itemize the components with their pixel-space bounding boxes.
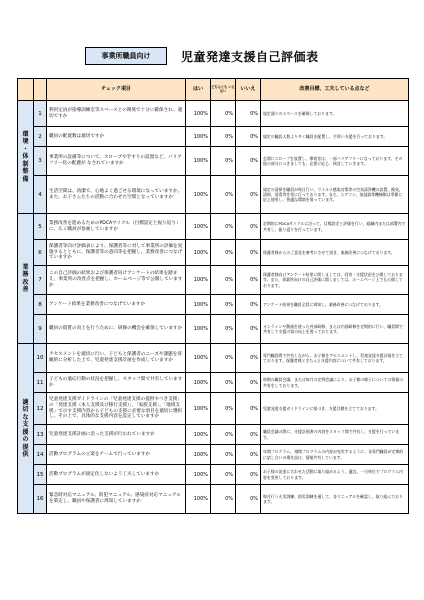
row-number: 16 bbox=[34, 485, 47, 514]
check-item: 業務改善を進めるためのPDCAサイクル（目標設定と振り返り）に、広く職員が参画していますか bbox=[47, 214, 186, 240]
no-percent: 0% bbox=[236, 176, 261, 214]
neither-header: どちらとも いえない bbox=[211, 79, 236, 101]
improvement-note: お子様の発達に合わせた活動に取り組めるよう、適宜、一日単位でプログラム内容を変更しております。 bbox=[261, 465, 409, 485]
row-number: 13 bbox=[34, 425, 47, 445]
neither-percent: 0% bbox=[211, 344, 236, 373]
improvement-note: 専門職員間で共有しながら、お子様をアセスメントし、児童発達支援計画を立てております。保護者様ときちんと支援内容について共有しております。 bbox=[261, 344, 409, 373]
improvement-note: 毎朝の職員会議、または毎月の定例会議により、お子様の様子についての情報の共有をしております。 bbox=[261, 373, 409, 393]
yes-header: はい bbox=[186, 79, 211, 101]
no-percent: 0% bbox=[236, 295, 261, 315]
row-number: 5 bbox=[34, 214, 47, 240]
row-number: 11 bbox=[34, 373, 47, 393]
table-row bbox=[18, 101, 409, 127]
category-cell bbox=[18, 101, 34, 214]
check-item: アセスメントを適切に行い、子どもと保護者のニーズや課題を客観的に分析した上で、児童発達支援計画を作成していますか bbox=[47, 344, 186, 373]
improvement-note: 毎月行う火災訓練、防災訓練を通して、各マニュアルを確認し、取り組んでおります。 bbox=[261, 485, 409, 514]
neither-percent: 0% bbox=[211, 176, 236, 214]
row-number: 7 bbox=[34, 266, 47, 295]
audience-badge: 事業所職員向け bbox=[85, 47, 167, 65]
table-row bbox=[18, 147, 409, 176]
no-percent: 0% bbox=[236, 127, 261, 147]
check-item: 事業所の設備等について、スロープや手すりの設置など、バリアフリー化の配慮が なされていますか bbox=[47, 147, 186, 176]
check-item: この自己評価の結果および保護者向けアンケートの結果を踏まえ、事業所の改善点を把握し、ホームページ等で公開していますか bbox=[47, 266, 186, 295]
check-item: 生活空間は、清潔で、心地よく過ごせる環境になっていますか。また、お子さんたちの活動に合わせた空間となっていますか bbox=[47, 176, 186, 214]
no-percent: 0% bbox=[236, 445, 261, 465]
no-percent: 0% bbox=[236, 393, 261, 425]
row-number: 8 bbox=[34, 295, 47, 315]
row-number: 3 bbox=[34, 147, 47, 176]
yes-percent: 100% bbox=[186, 214, 211, 240]
neither-percent: 0% bbox=[211, 485, 236, 514]
yes-percent: 100% bbox=[186, 393, 211, 425]
table-row bbox=[18, 176, 409, 214]
neither-percent: 0% bbox=[211, 393, 236, 425]
row-number: 2 bbox=[34, 127, 47, 147]
yes-percent: 100% bbox=[186, 176, 211, 214]
improvement-note: 職員会議の際に、支援計画書の内容をスタッフ間で共有し、支援を行っています。 bbox=[261, 425, 409, 445]
neither-percent: 0% bbox=[211, 266, 236, 295]
neither-percent: 0% bbox=[211, 127, 236, 147]
yes-percent: 100% bbox=[186, 344, 211, 373]
no-header: いいえ bbox=[236, 79, 261, 101]
no-percent: 0% bbox=[236, 465, 261, 485]
check-item: 保護者等向け評価表により、保護者等に対して事業所の評価を実施するとともに、保護者等の意向等を把握し、業務改善につなげていますか bbox=[47, 240, 186, 266]
table-row bbox=[18, 393, 409, 425]
table-row bbox=[18, 373, 409, 393]
table-row bbox=[18, 425, 409, 445]
check-item: 子どもの適応行動の状況を把握し、スタッフ間で共有していますか bbox=[47, 373, 186, 393]
yes-percent: 100% bbox=[186, 425, 211, 445]
check-item: アンケート結果を業務改善につなげていますか bbox=[47, 295, 186, 315]
document-header bbox=[85, 45, 319, 67]
improvement-note: 年間プログラム、週間プログラムの内容が充実するように、各専門職員が定期的に話し合いの場を設け、情報共有しています。 bbox=[261, 445, 409, 465]
yes-percent: 100% bbox=[186, 445, 211, 465]
check-item: 児童発達支援ガイドラインの「児童発達支援の提供すべき支援」の「発達支援（本人支援及び移行支援）」、「家族支援」、「地域支援」で示す支援内容から子どもの支援に必要な項目を適切に選択し、その上で、具体的な支援内容を設定していますか bbox=[47, 393, 186, 425]
yes-percent: 100% bbox=[186, 127, 211, 147]
improvement-note: 児童発達支援ガイドラインに基づき、支援目標を立てております。 bbox=[261, 393, 409, 425]
no-percent: 0% bbox=[236, 101, 261, 127]
yes-percent: 100% bbox=[186, 485, 211, 514]
no-percent: 0% bbox=[236, 266, 261, 295]
notes-header: 改善目標、工夫している点など bbox=[261, 79, 409, 101]
table-row bbox=[18, 127, 409, 147]
number-header bbox=[34, 79, 47, 101]
neither-percent: 0% bbox=[211, 445, 236, 465]
no-percent: 0% bbox=[236, 344, 261, 373]
check-item: 児童発達支援計画に沿った支援が行われていますか bbox=[47, 425, 186, 445]
no-percent: 0% bbox=[236, 240, 261, 266]
yes-percent: 100% bbox=[186, 373, 211, 393]
no-percent: 0% bbox=[236, 373, 261, 393]
row-number: 9 bbox=[34, 315, 47, 344]
improvement-note: 保護者様向けアンケート結果に関しましては、回答・支援状況を公開しております。また、事業所向けの自己評価に関しましては、ホームページ上でも公開しております。 bbox=[261, 266, 409, 295]
row-number: 14 bbox=[34, 445, 47, 465]
table-row bbox=[18, 465, 409, 485]
category-label: 業 務 改 善 bbox=[22, 263, 29, 293]
no-percent: 0% bbox=[236, 425, 261, 445]
check-item: 活動プログラムが固定化しないよう工夫していますか bbox=[47, 465, 186, 485]
no-percent: 0% bbox=[236, 485, 261, 514]
check-item: 職員の資質の向上を行うために、研修の機会を確保していますか bbox=[47, 315, 186, 344]
improvement-note: アンケート結果を職員全員に周知し、業務改善につなげております。 bbox=[261, 295, 409, 315]
no-percent: 0% bbox=[236, 315, 261, 344]
neither-percent: 0% bbox=[211, 373, 236, 393]
neither-percent: 0% bbox=[211, 214, 236, 240]
row-number: 1 bbox=[34, 101, 47, 127]
check-item: 利用定員が指導訓練室等スペースとの関係で十分に確保され、適切ですか bbox=[47, 101, 186, 127]
neither-percent: 0% bbox=[211, 295, 236, 315]
improvement-note: 規定通りのスペースを確保しております。 bbox=[261, 101, 409, 127]
self-evaluation-table bbox=[17, 78, 409, 514]
document-title: 児童発達支援自己評価表 bbox=[181, 49, 319, 64]
category-cell bbox=[18, 344, 34, 514]
table-body bbox=[18, 101, 409, 514]
table-row bbox=[18, 485, 409, 514]
improvement-note: 規定の清掃を職員が毎日行い、ウイルス感染対策等の空気清浄機の設置、換気、清掃、消毒等を常に行っております。また、エアコン、加湿器等機械類は季節に応じ使用し、快適な環境を保っています。 bbox=[261, 176, 409, 214]
neither-percent: 0% bbox=[211, 465, 236, 485]
category-label: 環 境 ・ 体 制 整 備 bbox=[22, 130, 29, 183]
row-number: 4 bbox=[34, 176, 47, 214]
no-percent: 0% bbox=[236, 147, 261, 176]
category-header bbox=[18, 79, 34, 101]
neither-percent: 0% bbox=[211, 240, 236, 266]
table-row bbox=[18, 315, 409, 344]
check-item: 緊急時対応マニュアル、防犯マニュアル、感染症対応マニュアルを策定し、職員や保護者に周知していますか bbox=[47, 485, 186, 514]
improvement-note: 規定の職員人数より多く職員を配置し、手厚い支援を行っております。 bbox=[261, 127, 409, 147]
yes-percent: 100% bbox=[186, 465, 211, 485]
check-item: 活動プログラムの立案をチームで行っていますか bbox=[47, 445, 186, 465]
yes-percent: 100% bbox=[186, 240, 211, 266]
table-row bbox=[18, 214, 409, 240]
improvement-note: 玄関にスロープを設置し、療育室は、一部バリアフリーになっております。その他の部分につきましても、必要に応じ、検討していきます。 bbox=[261, 147, 409, 176]
table-row bbox=[18, 344, 409, 373]
improvement-note: 保護者様からのご意見を参考にさせて頂き、業務改善につなげております。 bbox=[261, 240, 409, 266]
improvement-note: オンラインや動画を使った外部研修、または内部研修を定期的に行い、職員間で共有して支援の質の向上を図っております。 bbox=[261, 315, 409, 344]
table-row bbox=[18, 266, 409, 295]
neither-percent: 0% bbox=[211, 315, 236, 344]
yes-percent: 100% bbox=[186, 147, 211, 176]
row-number: 10 bbox=[34, 344, 47, 373]
yes-percent: 100% bbox=[186, 295, 211, 315]
table-header-row bbox=[18, 79, 409, 101]
row-number: 15 bbox=[34, 465, 47, 485]
category-cell bbox=[18, 214, 34, 344]
category-label: 適 切 な 支 援 の 提 供 bbox=[22, 398, 29, 458]
neither-percent: 0% bbox=[211, 147, 236, 176]
table-row bbox=[18, 240, 409, 266]
neither-percent: 0% bbox=[211, 101, 236, 127]
yes-percent: 100% bbox=[186, 266, 211, 295]
check-item: 職員の配置数は適切ですか bbox=[47, 127, 186, 147]
table-row bbox=[18, 295, 409, 315]
no-percent: 0% bbox=[236, 214, 261, 240]
table-row bbox=[18, 445, 409, 465]
yes-percent: 100% bbox=[186, 315, 211, 344]
yes-percent: 100% bbox=[186, 101, 211, 127]
check-item-header: チェック項目 bbox=[47, 79, 186, 101]
neither-percent: 0% bbox=[211, 425, 236, 445]
row-number: 6 bbox=[34, 240, 47, 266]
row-number: 12 bbox=[34, 393, 47, 425]
improvement-note: 定期的にPDCAサイクルに沿って、目標設定と評価を行い、組織内または部署内で共有し、振り返りを行っています。 bbox=[261, 214, 409, 240]
